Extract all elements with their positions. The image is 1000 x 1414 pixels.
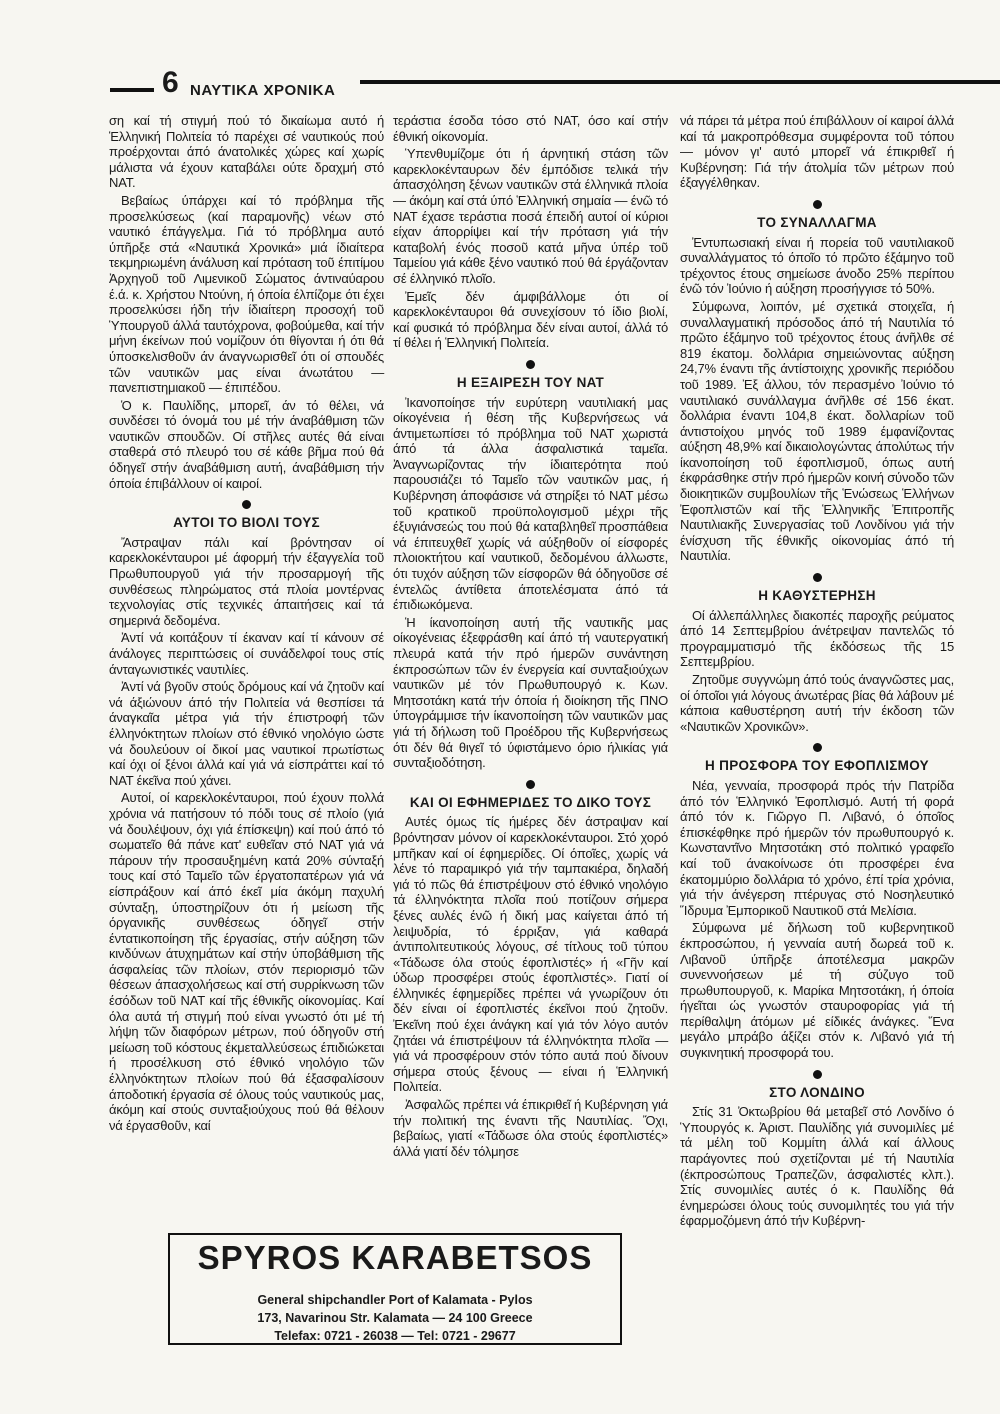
paragraph: Βεβαίως ύπάρχει καί τό πρόβλημα τῆς προσελκύσεως (καί παραμονῆς) νέων στό ναυτικό έπάγγελμα. Γιά τό πρόβλημα αυτό ύπῆρξε στά «Ναυτικά Χρονικά» μιά ίδιαίτερα τεκμηριωμένη άνάλυση καί πρόταση τοῦ έπιτίμου Ἀρχηγοῦ τοῦ Λιμενικοῦ Σώματος άντιναύαρου έ.ά. κ. Χρήστου Ντούνη, ή όποία έλπίζομε ότι έχει προσελκύσει ήδη τήν ίδιαίτερη προσοχή τοῦ Ὑπουργοῦ άλλά ταυτόχρονα, φοβούμεθα, καί τήν μήνη έκείνων πού νομίζουν ότι θίγονται ή ότι θά ύποσκελισθοῦν άν άναγνωρισθεῖ ότι οί σπουδές τῶν ναυτικῶν μας είναι άνωτάτου — πανεπιστημιακοῦ — έπιπέδου. (109, 192, 384, 396)
section-bullet (242, 500, 251, 509)
page-number: 6 (162, 66, 179, 99)
paragraph: Ἀντί νά κοιτάξουν τί έκαναν καί τί κάνουν σέ άνάλογες περιπτώσεις οί συνάδελφοί τους στίς άνταγωνιστικές ναυτιλίες. (109, 630, 384, 677)
paragraph: Σύμφωνα, λοιπόν, μέ σχετικά στοιχεῖα, ή συναλλαγματική πρόσοδος άπό τή Ναυτιλία τό πρῶτο έξάμηνο τοῦ τρέχοντος έτους άνῆλθε σέ 819 έκατομ. δολλάρια σημειώνοντας αύξηση 24,7% έναντι τῆς άντίστοιχης χρονικῆς περιόδου τοῦ 1989. Ἐξ άλλου, τόν περασμένο Ἰούνιο τό ναυτιλιακό συνάλλαγμα άνῆλθε σέ 156 έκατ. δολλάρια έναντι 104,8 έκατ. δολλαρίων τοῦ άντιστοίχου μηνός τοῦ 1989 έμφανίζοντας αύξηση 48,9% καί δικαιολογώντας άπολύτως τήν ίκανοποίηση τοῦ έφοπλισμοῦ, όπως αυτή έκφράσθηκε στήν πρό ήμερῶν κοινή σύνοδο τῶν διοικητικῶν συμβουλίων τῆς Ἑνώσεως Ἑλλήνων Ἐφοπλιστῶν καί τῆς Ἑλληνικῆς Ἐπιτροπῆς Ναυτιλιακῆς Συνεργασίας τοῦ Λονδίνου γιά τήν ένίσχυση τῆς έθνικῆς οίκονομίας άπό τή Ναυτιλία. (680, 298, 954, 564)
ad-phone: Telefax: 0721 - 26038 — Tel: 0721 - 29677 (274, 1329, 516, 1343)
section-heading: ΑΥΤΟΙ ΤΟ ΒΙΟΛΙ ΤΟΥΣ (173, 515, 320, 531)
paragraph: Ὁ κ. Παυλίδης, μπορεῖ, άν τό θέλει, νά συνδέσει τό όνομά του μέ τήν άναβάθμιση τῶν ναυτικῶν σπουδῶν. Οί στῆλες αυτές θά είναι σταθερά στό πλευρό του σέ κάθε βῆμα πού θά όδηγεῖ στήν άναβάθμιση αυτή, άναβάθμιση τήν όποία έπιβάλλουν οί καιροί. (109, 397, 384, 491)
ad-address: 173, Navarinou Str. Kalamata — 24 100 Greece (257, 1311, 533, 1325)
advertisement-box (168, 1233, 622, 1345)
paragraph: Ἐμεῖς δέν άμφιβάλλομε ότι οί καρεκλοκένταυροι θά συνεχίσουν τό ίδιο βιολί, καί φυσικά τό πρόβλημα δέν είναι αυτοί, άλλά τό τί θέλει ή Ἑλληνική Πολιτεία. (393, 288, 668, 351)
paragraph: Ἐντυπωσιακή είναι ή πορεία τοῦ ναυτιλιακοῦ συναλλάγματος τό όποῖο τό πρῶτο έξάμηνο τοῦ τρέχοντος έτους σημείωσε άνοδο 25% περίπου ένῶ τόν Ἰούνιο ή αύξηση προσήγγισε τό 50%. (680, 234, 954, 297)
paragraph: Αυτοί, οί καρεκλοκένταυροι, πού έχουν πολλά χρόνια νά πατήσουν τό πόδι τους σέ πλοίο (γιά νά δουλέψουν, όχι γιά έπίσκεψη) καί πού άπό τό σωματεῖο θά πάνε κατ' ευθεῖαν στό ΝΑΤ γιά νά πάρουν τήν προσαυξημένη κατά 20% σύνταξή τους καί στό Ταμεῖο τῶν έργατοπατέρων γιά νά είσπράξουν καί άπό έκεῖ μία άκόμη παχυλή σύνταξη, ύποστηρίζουν ότι ή μείωση τῆς όργανικῆς συνθέσεως όδηγεῖ στήν έντατικοποίηση τῆς έργασίας, στήν αύξηση τῶν κινδύνων άτυχημάτων καί στήν ύποβάθμιση τῆς άσφαλείας τῶν πλοίων, στόν περιορισμό τῶν θέσεων άπασχολήσεως καί στή συρρίκνωση τῶν έσόδων τοῦ ΝΑΤ καί τῆς έθνικῆς οίκονομίας. Καί όλα αυτά τή στιγμή πού είναι γνωστό ότι μέ τή λήψη τῶν διαφόρων μέτρων, πού όδηγοῦν στή μείωση τοῦ κόστους έκμεταλλεύσεως έπιδιώκεται ή προσέλκυση στό έθνικό νηολόγιο τῶν έλληνόκτητων πλοίων πού θά έξασφαλίσουν άποδοτική έργασία σέ όλους τούς ναυτικούς μας, άκόμη καί στούς συνταξιούχους πού θά θέλουν νά έργασθοῦν, καί (109, 790, 384, 1133)
paragraph: Ὑπενθυμίζομε ότι ή άρνητική στάση τῶν καρεκλοκένταυρων δέν έμπόδισε τελικά τήν άπασχόληση ξένων ναυτικῶν στά έλληνικά πλοία — άκόμη καί στά ύπό Ἑλληνική σημαία — ένῶ τό ΝΑΤ έχασε τεράστια ποσά έπειδή αυτοί οί κύριοι είχαν άπορρίψει καί τήν πρόταση γιά τήν καταβολή ένός ποσοῦ κατά μῆνα ύπέρ τοῦ Ταμείου γιά κάθε ξένο ναυτικό πού θά έργάζονταν σέ έλληνικό πλοῖο. (393, 146, 668, 286)
paragraph: Ἀντί νά βγοῦν στούς δρόμους καί νά ζητοῦν καί νά άξιώνουν άπό τήν Πολιτεία νά θεσπίσει τά άναγκαῖα μέτρα γιά τήν έπιστροφή τῶν έλληνόκτητων πλοίων στό έθνικό νηολόγιο ώστε νά δουλεύουν οί δικοί μας ναυτικοί πρωτίστως καί όχι οί ξένοι άλλά καί γιά νά είσπράττει καί τό ΝΑΤ έκεῖνα πού χάνει. (109, 679, 384, 788)
paragraph: Νέα, γενναία, προσφορά πρός τήν Πατρίδα άπό τόν Ἑλληνικό Ἐφοπλισμό. Αυτή τή φορά άπό τόν κ. Γιῶργο Π. Λιβανό, ό όποῖος έπισκέφθηκε πρό ήμερῶν τόν πρωθυπουργό κ. Κωνσταντῖνο Μητσοτάκη στό πολιτικό γραφεῖο καί τοῦ άνακοίνωσε ότι προσφέρει ένα έκατομμύριο δολλάρια τό χρόνο, έπί τρία χρόνια, γιά τήν άνέγερση πτέρυγας στό Νοσηλευτικό Ἵδρυμα Ἐμπορικοῦ Ναυτικοῦ στά Μελίσια. (680, 777, 954, 918)
header-rule-right (360, 80, 1000, 84)
page-header (110, 68, 930, 108)
section-heading: ΚΑΙ ΟΙ ΕΦΗΜΕΡΙΔΕΣ ΤΟ ΔΙΚΟ ΤΟΥΣ (409, 794, 652, 810)
paragraph: Ἀσφαλῶς πρέπει νά έπικριθεῖ ή Κυβέρνηση γιά τήν πολιτική της έναντι τῆς Ναυτιλίας. Ὄχι, βεβαίως, γιατί «Τάδωσε όλα στούς έφοπλιστές» άλλά γιατί δέν τόλμησε (393, 1097, 668, 1159)
column-3 (680, 113, 954, 1231)
newspaper-name: ΝΑΥΤΙΚΑ ΧΡΟΝΙΚΑ (190, 82, 336, 99)
section-bullet (526, 360, 535, 369)
section-heading: Η ΕΞΑΙΡΕΣΗ ΤΟΥ ΝΑΤ (456, 374, 605, 390)
paragraph: νά πάρει τά μέτρα πού έπιβάλλουν οί καιροί άλλά καί τά μακροπρόθεσμα συμφέροντα τοῦ τόπου — μόνον γι' αυτό μπορεῖ νά έπικριθεῖ ή Κυβέρνηση: Γιά τήν άτολμία τῶν μέτρων πού έξαγγέλθηκαν. (680, 113, 954, 191)
paragraph: Στίς 31 Ὀκτωβρίου θά μεταβεῖ στό Λονδίνο ό Ὑπουργός κ. Ἀριστ. Παυλίδης γιά συνομιλίες μέ τά μέλη τοῦ Κομμίτη άλλά καί άλλους παράγοντες πού σχετίζονται μέ τή Ναυτιλία (έκπροσώπους Τραπεζῶν, άσφαλιστές κλπ.). Στίς συνομιλίες αυτές ό κ. Παυλίδης θά ένημερώσει όλους τούς συνομιλητές του γιά τήν έφαρμοζόμενη άπό τήν Κυβέρνη- (680, 1104, 954, 1229)
paragraph: Ἡ ίκανοποίηση αυτή τῆς ναυτικῆς μας οίκογένειας έξεφράσθη καί άπό τή ναυτεργατική πλευρά κατά τήν πρό ήμερῶν συνάντηση έκπροσώπων τῶν έν ένεργεία καί συνταξιούχων ναυτικῶν μέ τόν Πρωθυπουργό κ. Κων. Μητσοτάκη κατά τήν όποία ή διοίκηση τῆς ΠΝΟ ύπογράμμισε τήν ίκανοποίηση τῶν ναυτικῶν μας γιά τή δήλωση τοῦ Προέδρου τῆς Κυβερνήσεως ότι δέν θά θιγεῖ τό ύφιστάμενο όριο ήλικίας γιά συνταξιοδότηση. (393, 614, 668, 771)
section-bullet (813, 200, 822, 209)
header-rule-left (110, 88, 154, 92)
section-bullet (813, 573, 822, 582)
paragraph: ση καί τή στιγμή πού τό δικαίωμα αυτό ή Ἑλληνική Πολιτεία τό παρέχει σέ ναυτικούς πού προέρχονται άπό άνατολικές χώρες καί χωρίς μάλιστα νά έχουν καταβάλει ούτε δραχμή στό ΝΑΤ. (109, 113, 384, 191)
paragraph: Ἄστραψαν πάλι καί βρόντησαν οί καρεκλοκένταυροι μέ άφορμή τήν έξαγγελία τοῦ Πρωθυπουργοῦ γιά τήν προσαρμογή τῆς συνθέσεως πληρώματος στά πλοία μοντέρνας τεχνολογίας στίς τεχνικές άπαιτήσεις καί τά σημερινά δεδομένα. (109, 534, 384, 628)
section-bullet (813, 1070, 822, 1079)
section-heading: ΤΟ ΣΥΝΑΛΛΑΓΜΑ (757, 214, 877, 230)
section-heading: ΣΤΟ ΛΟΝΔΙΝΟ (769, 1084, 865, 1100)
column-2 (393, 113, 668, 1161)
section-bullet (526, 780, 535, 789)
paragraph: Σύμφωνα μέ δήλωση τοῦ κυβερνητικοῦ έκπροσώπου, ή γενναία αυτή δωρεά τοῦ κ. Λιβανοῦ ύπῆρξε άποτέλεσμα μακρῶν συνεννοήσεων μέ τή σύζυγο τοῦ πρωθυπουργοῦ, κ. Μαρίκα Μητσοτάκη, ή όποία ήγεῖται ώς γνωστόν σταυροφορίας γιά τή περίθαλψη άτόμων μέ είδικές άνάγκες. Ἕνα μεγάλο μπράβο άξίζει στόν κ. Λιβανό γιά τή συγκινητική προσφορά του. (680, 920, 954, 1061)
paragraph: Αυτές όμως τίς ήμέρες δέν άστραψαν καί βρόντησαν μόνον οί καρεκλοκένταυροι. Στό χορό μπῆκαν καί οί έφημερίδες. Οί όποῖες, χωρίς νά λένε τό παραμικρό γιά τήν ταμπακιέρα, δηλαδή γιά τό πῶς θά έπιστρέψουν στό έθνικό νηολόγιο τά έλληνόκτητα πλοῖα πού ποτίζουν σήμερα ξένες αυλές ένῶ ή δική μας καίγεται άπό τή λειψυδρία, τό έρριξαν, γιά καθαρά άντιπολιτευτικούς λόγους, σέ τίτλους τοῦ τύπου «Τάδωσε όλα στούς έφοπλιστές» ή «Γῆν καί ύδωρ προσφέρει στούς έφοπλιστές». Γιατί οί έλληνικές έφημερίδες πρέπει νά γνωρίζουν ότι δέν είναι οί έφοπλιστές έκεῖνοι πού ζητοῦν. Ἐκεῖνη πού έχει άνάγκη καί γιά τόν λόγο αυτόν ζητάει νά έπιστρέψουν τά έλληνόκτητα πλοῖα — γιά νά προσφέρουν στόν τόπο αυτά πού δίνουν σήμερα στούς ξένους — είναι ή Ἑλληνική Πολιτεία. (393, 814, 668, 1095)
paragraph: τεράστια έσοδα τόσο στό ΝΑΤ, όσο καί στήν έθνική οίκονομία. (393, 113, 668, 144)
column-1 (109, 113, 384, 1135)
advertiser-name: SPYROS KARABETSOS (197, 1239, 593, 1276)
section-bullet (813, 743, 822, 752)
paragraph: Ἰκανοποίησε τήν ευρύτερη ναυτιλιακή μας οίκογένεια ή θέση τῆς Κυβερνήσεως νά άντιμετωπίσει τό πρόβλημα τοῦ ΝΑΤ χωριστά άπό τά άλλα άσφαλιστικά ταμεῖα. Ἀναγνωρίζοντας τήν ίδιαιτερότητα πού παρουσιάζει τό Ταμεῖο τῶν ναυτικῶν μας, ή Κυβέρνηση άποφάσισε νά στηρίξει τό ΝΑΤ μέσω τοῦ κρατικοῦ προϋπολογισμοῦ μέχρι τῆς έξυγιάνσεώς του πού θά καταβληθεῖ προσπάθεια νά έπιτευχθεῖ χωρίς νά αύξηθοῦν οί είσφορές πλοιοκτήτου καί ναυτικοῦ, δεδομένου άλλωστε, ότι τυχόν αύξηση τῶν είσφορῶν θά όδηγοῦσε σέ έντελῶς άντίθετα άποτελέσματα άπό τά έπιδιωκόμενα. (393, 394, 668, 613)
section-heading: Η ΠΡΟΣΦΟΡΑ ΤΟΥ ΕΦΟΠΛΙΣΜΟΥ (705, 758, 929, 774)
paragraph: Οί άλλεπάλληλες διακοπές παροχῆς ρεύματος άπό 14 Σεπτεμβρίου άνέτρεψαν παντελῶς τό προγραμματισμό τῆς έκδόσεως τῆς 15 Σεπτεμβρίου. (680, 607, 954, 670)
ad-description: General shipchandler Port of Kalamata - Pylos (257, 1293, 533, 1307)
section-heading: Η ΚΑΘΥΣΤΕΡΗΣΗ (758, 588, 876, 604)
paragraph: Ζητοῦμε συγγνώμη άπό τούς άναγνῶστες μας, οί όποῖοι γιά λόγους άνωτέρας βίας θά λάβουν μέ κάποια καθυστέρηση αυτή τήν έκδοση τῶν «Ναυτικῶν Χρονικῶν». (680, 672, 954, 734)
